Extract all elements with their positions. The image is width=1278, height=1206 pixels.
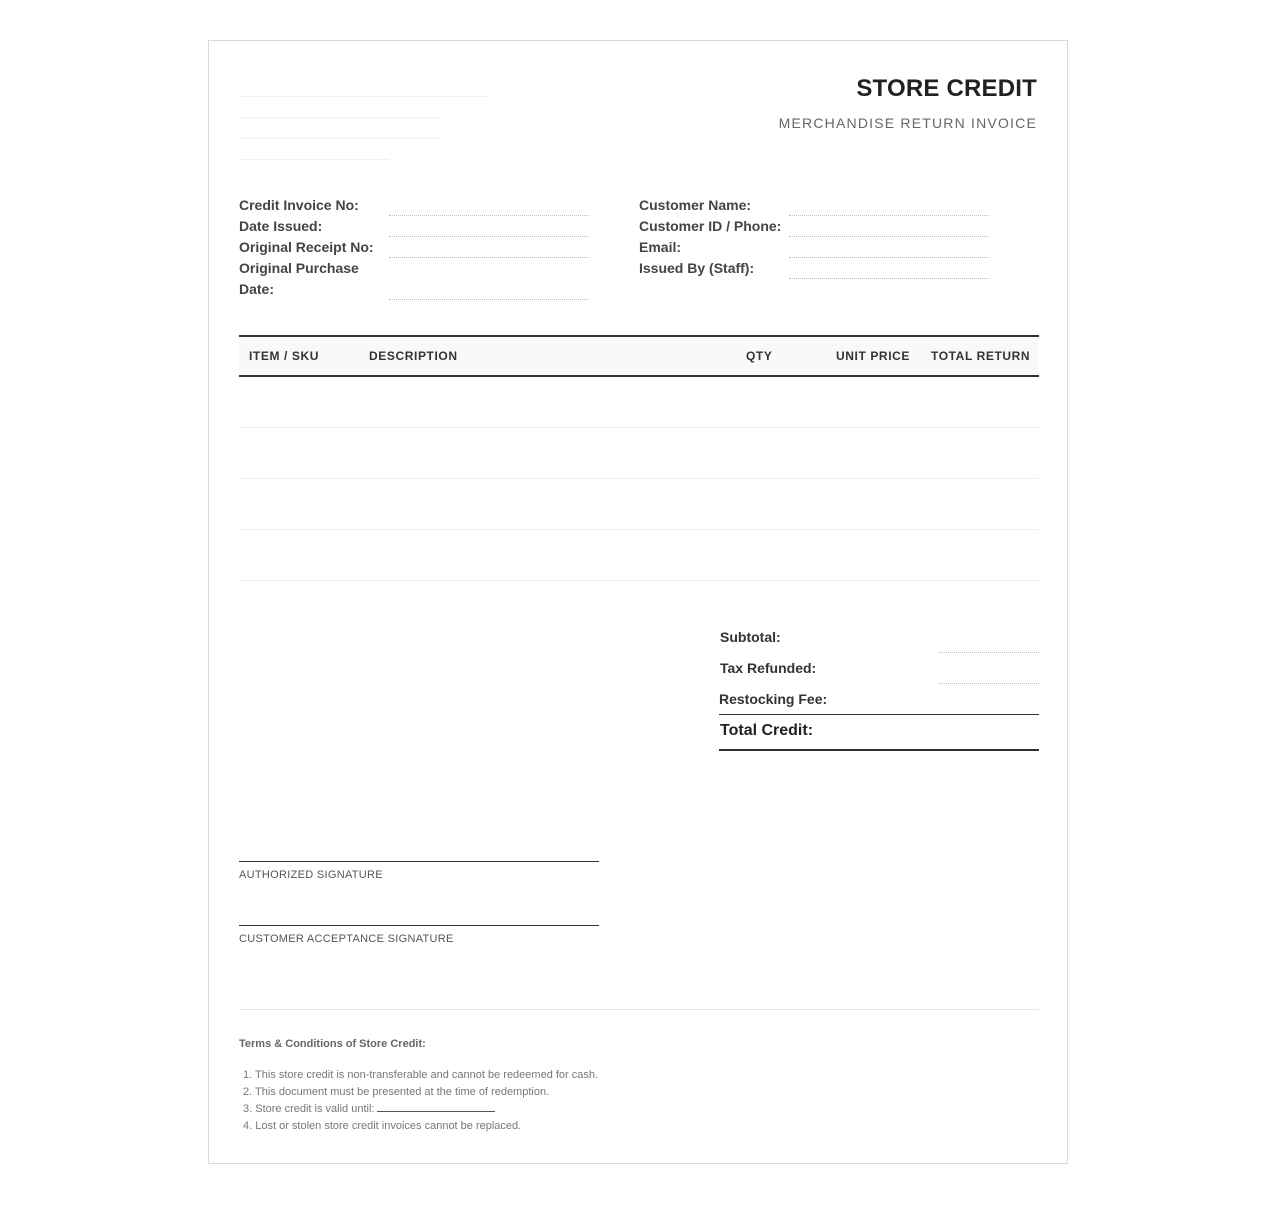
- company-phone-line: [239, 159, 389, 160]
- column-header-item-sku: ITEM / SKU: [249, 349, 320, 363]
- customer-name-label: Customer Name:: [639, 197, 752, 213]
- terms-item: 1. This store credit is non-transferable and cannot be redeemed for cash.: [243, 1069, 599, 1081]
- table-header: [239, 335, 1039, 377]
- original-receipt-no-field[interactable]: [389, 257, 589, 258]
- company-name-line: [239, 96, 489, 97]
- customer-id-phone-field[interactable]: [789, 236, 989, 237]
- issued-by-staff-field[interactable]: [789, 278, 989, 279]
- terms-list: [243, 1067, 598, 1134]
- email-label: Email:: [639, 239, 682, 255]
- date-issued-field[interactable]: [389, 236, 589, 237]
- terms-title: Terms & Conditions of Store Credit:: [239, 1038, 426, 1050]
- total-credit-label: Total Credit:: [720, 722, 814, 739]
- subtotal-field[interactable]: [939, 652, 1039, 653]
- total-credit-row: [719, 714, 1039, 751]
- original-purchase-date-label: Original Purchase Date:: [239, 260, 359, 297]
- credit-invoice-no-label: Credit Invoice No:: [239, 197, 359, 213]
- issued-by-staff-label: Issued By (Staff):: [639, 260, 755, 276]
- document-subtitle: MERCHANDISE RETURN INVOICE: [778, 115, 1037, 131]
- customer-signature-label: CUSTOMER ACCEPTANCE SIGNATURE: [239, 933, 454, 945]
- customer-id-phone-label: Customer ID / Phone:: [639, 218, 782, 234]
- valid-until-field[interactable]: [377, 1100, 495, 1112]
- authorized-signature-line[interactable]: [239, 861, 599, 862]
- email-field[interactable]: [789, 257, 989, 258]
- company-city-line: [239, 138, 439, 139]
- table-row[interactable]: [239, 377, 1039, 428]
- column-header-qty: QTY: [746, 349, 773, 363]
- tax-refunded-label: Tax Refunded:: [720, 660, 817, 676]
- return-items-table: [239, 335, 1039, 581]
- authorized-signature-label: AUTHORIZED SIGNATURE: [239, 869, 383, 881]
- subtotal-label: Subtotal:: [720, 629, 781, 645]
- table-row[interactable]: [239, 428, 1039, 479]
- terms-item: 4. Lost or stolen store credit invoices cannot be replaced.: [243, 1119, 522, 1132]
- customer-signature-line[interactable]: [239, 925, 599, 926]
- original-purchase-date-field[interactable]: [389, 299, 589, 300]
- column-header-unit-price: UNIT PRICE: [836, 349, 911, 363]
- tax-refunded-field[interactable]: [939, 683, 1039, 684]
- original-receipt-no-label: Original Receipt No:: [239, 239, 374, 255]
- table-row[interactable]: [239, 479, 1039, 530]
- document-title: STORE CREDIT: [856, 75, 1037, 102]
- column-header-total-return: TOTAL RETURN: [931, 349, 1031, 363]
- credit-invoice-no-field[interactable]: [389, 215, 589, 216]
- customer-name-field[interactable]: [789, 215, 989, 216]
- table-row[interactable]: [239, 530, 1039, 581]
- company-address-line: [239, 117, 439, 118]
- date-issued-label: Date Issued:: [239, 218, 323, 234]
- column-header-description: DESCRIPTION: [369, 349, 458, 363]
- restocking-fee-label: Restocking Fee:: [719, 691, 828, 707]
- terms-item: 2. This document must be presented at the time of redemption.: [243, 1085, 550, 1098]
- terms-item: 3. Store credit is valid until:: [243, 1100, 598, 1118]
- store-credit-document: [208, 40, 1068, 1164]
- terms-divider: [239, 1009, 1039, 1010]
